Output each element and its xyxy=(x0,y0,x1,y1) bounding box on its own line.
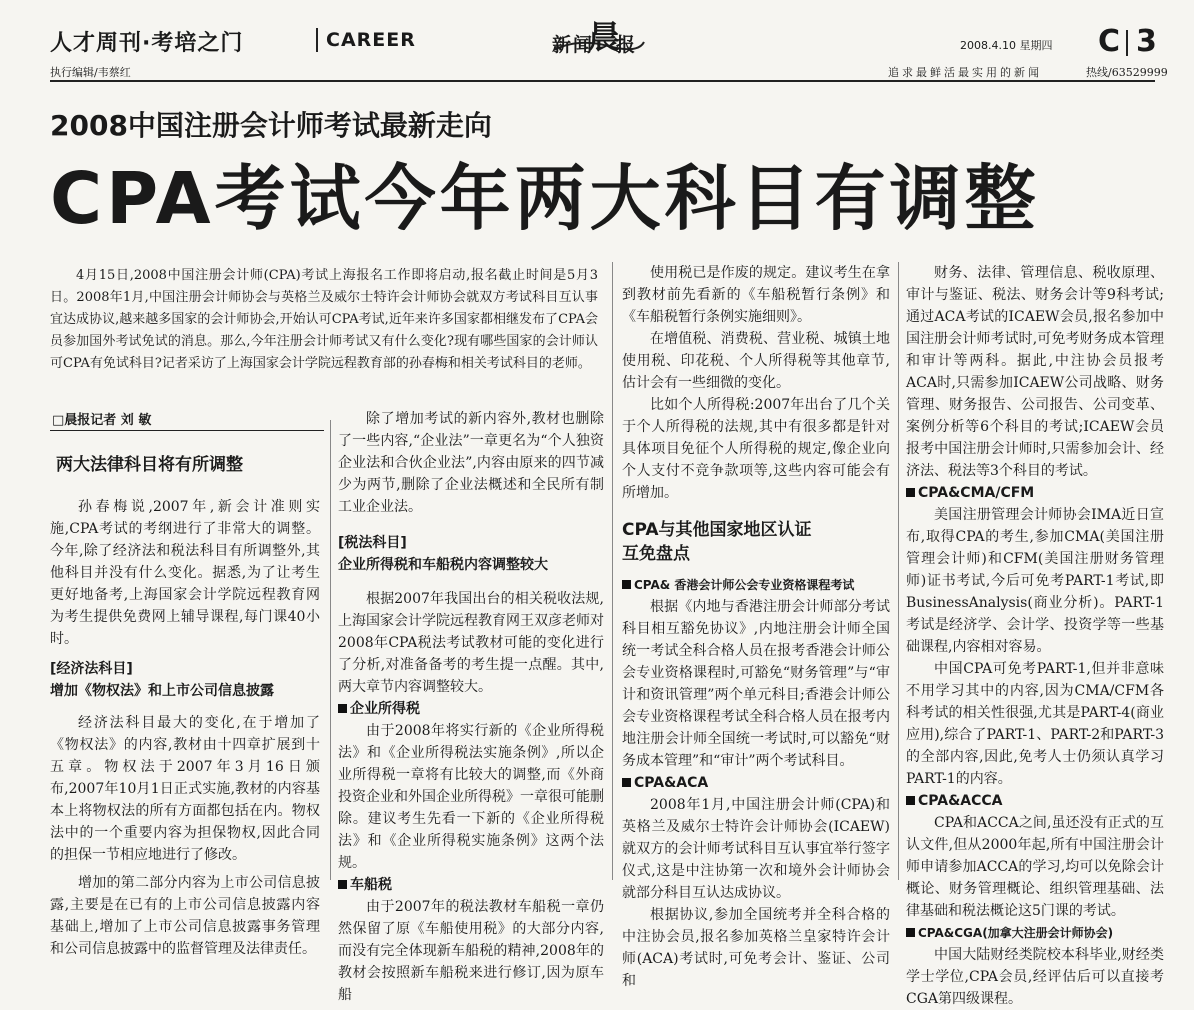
paragraph: 根据2007年我国出台的相关税收法规,上海国家会计学院远程教育网王双彦老师对2008年CPA税法考试教材可能的变化进行了分析,对准备备考的考生提一点醒。其中,两大章节内容调整较大。 xyxy=(338,591,604,695)
section-heading-mutual-recognition: CPA与其他国家地区认证 互免盘点 xyxy=(622,520,812,564)
column-3 xyxy=(622,262,890,992)
paragraph: 根据协议,参加全国统考并全科合格的中注协会员,报名参加英格兰皇家特许会计师(ACA)考试时,可免考会计、鉴证、公司和 xyxy=(622,907,890,989)
logo-main-char: 晨 xyxy=(588,18,621,56)
tag-tax-law: [税法科目] xyxy=(338,535,407,551)
square-bullet-icon xyxy=(906,796,915,805)
square-bullet-icon xyxy=(906,488,915,497)
subheading-cpa-acca: CPA&ACCA xyxy=(906,790,1164,812)
subheading-vehicle-tax: 车船税 xyxy=(338,874,604,896)
subheading-cpa-cma: CPA&CMA/CFM xyxy=(906,482,1164,504)
paragraph: 美国注册管理会计师协会IMA近日宣布,取得CPA的考生,参加CMA(美国注册管理会计师)和CFM(美国注册财务管理师)证书考试,今后可免考PART-1考试,即BusinessAnalysis(商业分析)。PART-1考试是经济学、会计学、投资学等一些基础课程,内容相对容易。 xyxy=(906,507,1164,655)
square-bullet-icon xyxy=(622,580,631,589)
column-2 xyxy=(338,408,604,1006)
paragraph: CPA和ACCA之间,虽还没有正式的互认文件,但从2000年起,所有中国注册会计师申请参加ACCA的学习,均可以免除会计概论、财务管理概论、组织管理基础、法律基础和税法概论这5门课的考试。 xyxy=(906,815,1164,919)
issue-date: 2008.4.10 星期四 xyxy=(960,39,1053,52)
section-heading-laws: 两大法律科目将有所调整 xyxy=(56,455,243,475)
page-number: 3 xyxy=(1136,24,1157,59)
article-intro xyxy=(50,265,598,375)
tag-economic-law: [经济法科目] xyxy=(50,661,133,677)
paragraph: 孙春梅说,2007年,新会计准则实施,CPA考试的考纲进行了非常大的调整。今年,除了经济法和税法科目有所调整外,其他科目并没有什么变化。据悉,为了让考生更好地备考,上海国家会计学院远程教育网为考生提供免费网上辅导课程,每门课40小时。 xyxy=(50,499,320,647)
masthead-divider xyxy=(316,28,318,52)
intro-paragraph: 4月15日,2008中国注册会计师(CPA)考试上海报名工作即将启动,报名截止时间是5月3日。2008年1月,中国注册会计师协会与英格兰及威尔士特许会计师协会就双方考试科目互认事宜达成协议,越来越多国家的会计师协会,开始认可CPA考试,近年来许多国家都相继发布了CPA会员参加国外考试免试的消息。那么,今年注册会计师考试又有什么变化?现有哪些国家的会计师认可CPA有免试科目?记者采访了上海国家会计学院远程教育部的孙春梅和相关考试科目的老师。 xyxy=(50,268,598,371)
paragraph: 财务、法律、管理信息、税收原理、审计与鉴证、税法、财务会计等9科考试;通过ACA考试的ICAEW会员,报名参加中国注册会计师考试时,可免考财务成本管理和审计等两科。据此,中注协会员报考ACA时,只需参加ICAEW公司战略、财务管理、财务报告、公司报告、公司变革、案例分析等6个科目的考试;ICAEW会员报考中国注册会计师时,只需参加会计、经济法、税法等3个科目的考试。 xyxy=(906,265,1164,479)
masthead-rule xyxy=(50,80,1155,82)
paragraph: 使用税已是作废的规定。建议考生在拿到教材前先看新的《车船税暂行条例》和《车船税暂行条例实施细则》。 xyxy=(622,265,890,325)
page-letter: C xyxy=(1098,24,1121,59)
subheading-cpa-hkicpa: CPA& 香港会计师公会专业资格课程考试 xyxy=(622,574,890,596)
column-4 xyxy=(906,262,1164,1010)
paragraph: 经济法科目最大的变化,在于增加了《物权法》的内容,教材由十四章扩展到十五章。物权法于2007年3月16日颁布,2007年10月1日正式实施,教材的内容基本上将物权法的所有方面都包括在内。物权法中的一个重要内容为担保物权,因此合同的担保一节相应地进行了修改。 xyxy=(50,715,320,863)
paragraph: 中国大陆财经类院校本科毕业,财经类学士学位,CPA会员,经评估后可以直接考CGA第四级课程。 xyxy=(906,947,1164,1007)
subheading-tax-changes: 企业所得税和车船税内容调整较大 xyxy=(338,557,548,573)
subheading-cpa-aca: CPA&ACA xyxy=(622,772,890,794)
paragraph: 由于2007年的税法教材车船税一章仍然保留了原《车船使用税》的大部分内容,而没有完全体现新车船税的精神,2008年的教材会按照新车船税来进行修订,因为原车船 xyxy=(338,899,604,1003)
editor-credit: 执行编辑/韦蔡红 xyxy=(50,66,131,79)
paragraph: 比如个人所得税:2007年出台了几个关于个人所得税的法规,其中有很多都是针对具体项目免征个人所得税的规定,像企业向个人支付不竞争款项等,这些内容可能会有所增加。 xyxy=(622,397,890,501)
paragraph: 由于2008年将实行新的《企业所得税法》和《企业所得税法实施条例》,所以企业所得税一章将有比较大的调整,而《外商投资企业和外国企业所得税》一章很可能删除。建议考生先看一下新的《企业所得税法》和《企业所得税实施条例》这两个法规。 xyxy=(338,723,604,871)
square-bullet-icon xyxy=(906,928,915,937)
column-divider xyxy=(612,262,613,880)
page-divider xyxy=(1126,30,1128,56)
square-bullet-icon xyxy=(338,704,347,713)
article-headline: CPA考试今年两大科目有调整 xyxy=(50,157,1040,240)
hotline: 热线/63529999 xyxy=(1086,66,1168,79)
subheading-cpa-cga: CPA&CGA(加拿大注册会计师协会) xyxy=(906,922,1164,944)
slogan: 追求最鲜活最实用的新闻 xyxy=(888,66,1042,79)
logo-prefix: 新闻 xyxy=(552,34,595,56)
subheading-income-tax: 企业所得税 xyxy=(338,698,604,720)
paragraph: 2008年1月,中国注册会计师(CPA)和英格兰及威尔士特许会计师协会(ICAEW)就双方的会计师考试科目互认事宜举行签字仪式,这是中注协第一次和境外会计师协会就部分科目互认达成协议。 xyxy=(622,797,890,901)
article-kicker: 2008中国注册会计师考试最新走向 xyxy=(50,109,492,142)
byline-rule xyxy=(50,430,324,431)
paragraph: 在增值税、消费税、营业税、城镇土地使用税、印花税、个人所得税等其他章节,估计会有一些细微的变化。 xyxy=(622,331,890,391)
section-title: 人才周刊·考培之门 xyxy=(50,31,244,56)
column-divider xyxy=(898,262,899,880)
square-bullet-icon xyxy=(338,880,347,889)
column-1 xyxy=(50,448,320,960)
paragraph: 除了增加考试的新内容外,教材也删除了一些内容,“企业法”一章更名为“个人独资企业法和合伙企业法”,内容由原来的四节减少为两节,删除了企业法概述和全民所有制工业企业法。 xyxy=(338,411,604,515)
column-divider xyxy=(330,420,331,880)
paragraph: 增加的第二部分内容为上市公司信息披露,主要是在已有的上市公司信息披露内容基础上,增加了上市公司信息披露事务管理和公司信息披露中的监督管理及法律责任。 xyxy=(50,875,320,957)
logo-suffix: 报 xyxy=(616,34,638,56)
section-title-en: CAREER xyxy=(326,29,416,51)
paragraph: 中国CPA可免考PART-1,但并非意味不用学习其中的内容,因为CMA/CFM各科考试的相关性很强,尤其是PART-4(商业应用),综合了PART-1、PART-2和PART-3的全部内容,因此,免考人士仍须认真学习PART-1的内容。 xyxy=(906,661,1164,787)
square-bullet-icon xyxy=(622,778,631,787)
subheading-property-law: 增加《物权法》和上市公司信息披露 xyxy=(50,683,274,699)
byline: □晨报记者 刘 敏 xyxy=(52,413,152,428)
paragraph: 根据《内地与香港注册会计师部分考试科目相互豁免协议》,内地注册会计师全国统一考试全科合格人员在报考香港会计师公会专业资格课程时,可豁免“财务管理”与“审计和资讯管理”两个单元科目;香港会计师公会专业资格课程考试全科合格人员在报考内地注册会计师全国统一考试时,可以豁免“财务成本管理”和“审计”两个考试科目。 xyxy=(622,599,890,769)
